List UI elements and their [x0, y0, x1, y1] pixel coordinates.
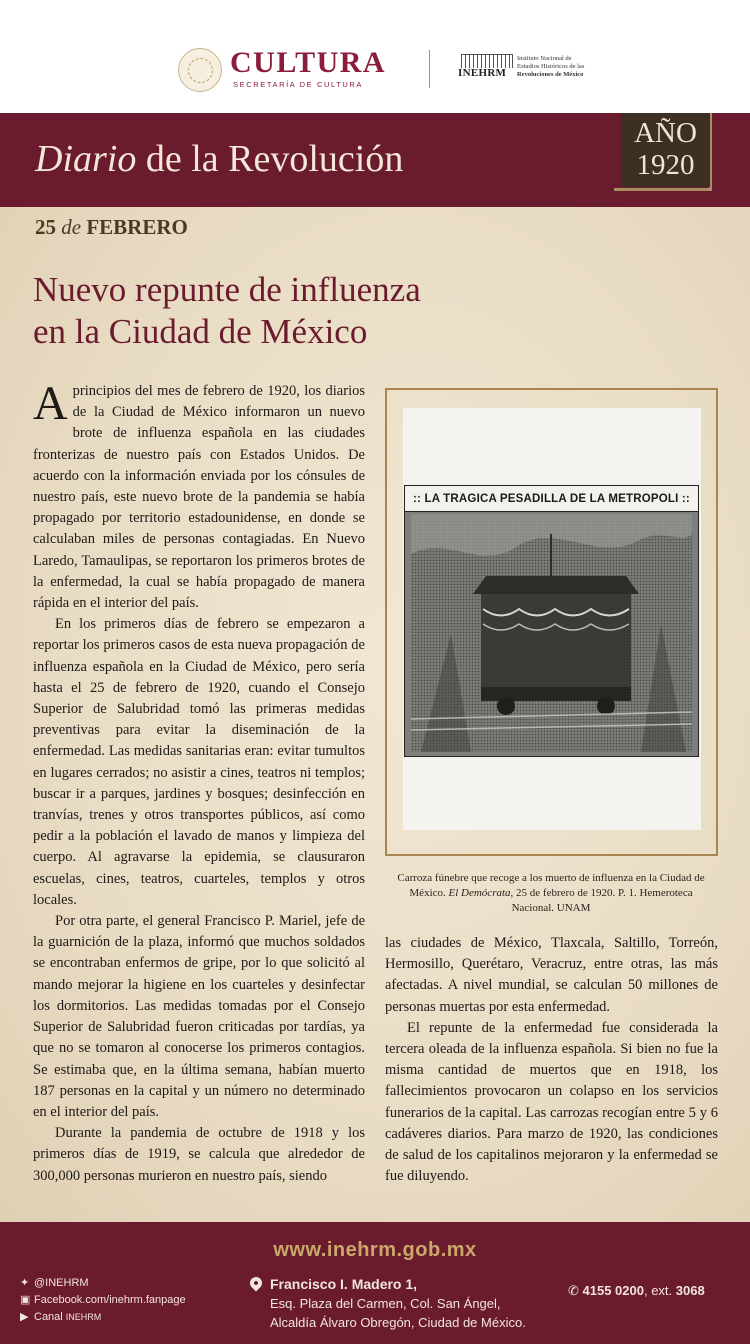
- paragraph-3: Por otra parte, el general Francisco P. Mariel, jefe de la guarnición de la plaza, informó que muchos soldados se encontraban enfermos de gripe, por lo que solicitó al mando mejorar la higiene en los cuarteles y desinfectar los dormitorios. Las medidas tomadas por el Consejo Superior de Salubridad fueron criticadas por tardías, ya que no se tomaron al conocerse los primeros contagios. Se estimaba que, en la última semana, habían muerto 187 personas en la capital y un número no determinado en el interior del país.: [33, 913, 365, 1120]
- paragraph-4-continued: las ciudades de México, Tlaxcala, Saltillo, Torreón, Hermosillo, Querétaro, Veracruz, entre otras, las más afectadas. A nivel mundial, se calculan 50 millones de personas muertas por esta enfermedad.: [385, 935, 718, 1015]
- address-line2: Esq. Plaza del Carmen, Col. San Ángel,: [270, 1296, 501, 1311]
- header-divider: [429, 50, 430, 88]
- clipping-headline: :: LA TRAGICA PESADILLA DE LA METROPOLI ::: [405, 486, 698, 512]
- banner-title-italic: Diario: [35, 138, 137, 180]
- newspaper-clipping: [404, 485, 699, 757]
- article-date: [35, 215, 188, 240]
- year-label: AÑO: [634, 117, 697, 149]
- caption-source: El Demócrata: [448, 887, 511, 899]
- ext-label: , ext.: [643, 1283, 676, 1298]
- paragraph-4: Durante la pandemia de octubre de 1918 y los primeros días de 1919, se calcula que alrededor de 300,000 personas murieron en nuestro país, siendo: [33, 1125, 365, 1184]
- inehrm-name: [517, 55, 597, 79]
- article-column-left: [33, 377, 365, 1187]
- banner-title-rest: de la Revolución: [136, 138, 404, 180]
- article-column-right: [385, 933, 718, 1187]
- caption-text-1: Carroza fúnebre que recoge a los muerto de influenza en la Ciudad de México.: [397, 872, 705, 899]
- paragraph-1: [33, 377, 365, 614]
- image-caption: [390, 871, 712, 916]
- address-street: Francisco I. Madero 1,: [270, 1276, 418, 1292]
- banner-title: [35, 137, 403, 181]
- inehrm-name-line1: Instituto Nacional de: [517, 55, 572, 62]
- year-value: 1920: [636, 149, 695, 181]
- inehrm-logo[interactable]: INEHRM: [458, 67, 507, 79]
- secretaria-label: SECRETARÍA DE CULTURA: [233, 80, 364, 89]
- caption-text-2: , 25 de febrero de 1920. P. 1. Hemeroteca Nacional. UNAM: [510, 887, 693, 914]
- mexican-seal-icon: [178, 48, 222, 92]
- phone-number: 4155 0200: [582, 1283, 644, 1298]
- headline-line2: en la Ciudad de México: [33, 312, 368, 351]
- youtube-icon: ▶: [20, 1311, 29, 1323]
- twitter-handle: @INEHRM: [34, 1277, 89, 1289]
- phone-ext: 3068: [675, 1283, 705, 1298]
- paragraph-1-text: principios del mes de febrero de 1920, los diarios de la Ciudad de México informaron un nuevo brote de influenza española en las ciudades fronterizas de nuestro país con Estados Unidos. De acuerdo con la información enviada por los cónsules de nuestro país, este nuevo brote de la pandemia se había propagado por territorio estadounidense, en donde se calculaban miles de personas contagiadas. En Nuevo Laredo, Tamaulipas, se reportaron los primeros brotes de la enfermedad, la cual se había propagado de manera rápida en el interior del país.: [33, 383, 365, 612]
- address-line1: [270, 1275, 570, 1294]
- headline: [33, 269, 553, 353]
- hearse-illustration-icon: [411, 514, 692, 752]
- address-line3: Alcaldía Álvaro Obregón, Ciudad de México.: [270, 1315, 526, 1330]
- youtube-channel: INEHRM: [65, 1312, 102, 1322]
- paragraph-5: El repunte de la enfermedad fue considerada la tercera oleada de la influenza española. Si bien no fue la misma cantidad de muertos que en 1918, los fallecimientos provocaron un colapso en los servicios funerarios de la capital. Las carrozas recogían entre 5 y 6 cadáveres diarios. Para marzo de 1920, las condiciones de salud de los capitalinos mejoraron y la enfermedad se fue diluyendo.: [385, 1019, 718, 1185]
- date-day: 25: [35, 215, 56, 239]
- headline-line1: Nuevo repunte de influenza: [33, 270, 421, 309]
- date-de: de: [61, 215, 82, 239]
- inehrm-name-line2: Estudios Históricos de las: [517, 63, 585, 70]
- inehrm-building-icon: [461, 54, 513, 68]
- twitter-link[interactable]: [20, 1276, 89, 1289]
- cultura-logo[interactable]: CULTURA: [230, 46, 387, 79]
- facebook-link[interactable]: [20, 1293, 186, 1306]
- phone[interactable]: [568, 1283, 705, 1299]
- paragraph-2: En los primeros días de febrero se empezaron a reportar los primeros casos de esta nueva propagación de influenza española en la Ciudad de México, pero sería hasta el 25 de febrero de 1920, cuando el Consejo Superior de Salubridad tomó las primeras medidas preventivas para evitar la diseminación de la enfermedad. Las medidas sanitarias eran: evitar tumultos en lugares cerrados; no asistir a cines, teatros ni templos; buscar ir a parques, jardines y bosques; desinfección en tranvías, trenes y otros transportes públicos, así como pedir a la población el lavado de manos y limpieza del cuerpo. Al agravarse la epidemia, se clausuraron escuelas, cines, teatros, cuarteles, templos y otros locales.: [33, 616, 365, 908]
- hearse-photo: [411, 514, 692, 752]
- inehrm-name-line3: Revoluciones de México: [517, 71, 584, 78]
- facebook-url: Facebook.com/inehrm.fanpage: [34, 1294, 186, 1306]
- website-link[interactable]: www.inehrm.gob.mx: [273, 1239, 477, 1261]
- address: [270, 1275, 570, 1332]
- facebook-icon: ▣: [20, 1294, 31, 1306]
- dropcap: A: [33, 377, 68, 430]
- youtube-prefix: Canal: [34, 1311, 66, 1323]
- date-month: FEBRERO: [86, 215, 188, 239]
- phone-icon: ✆: [568, 1283, 583, 1298]
- twitter-bird-icon: ✦: [20, 1277, 30, 1289]
- youtube-link[interactable]: [20, 1310, 101, 1323]
